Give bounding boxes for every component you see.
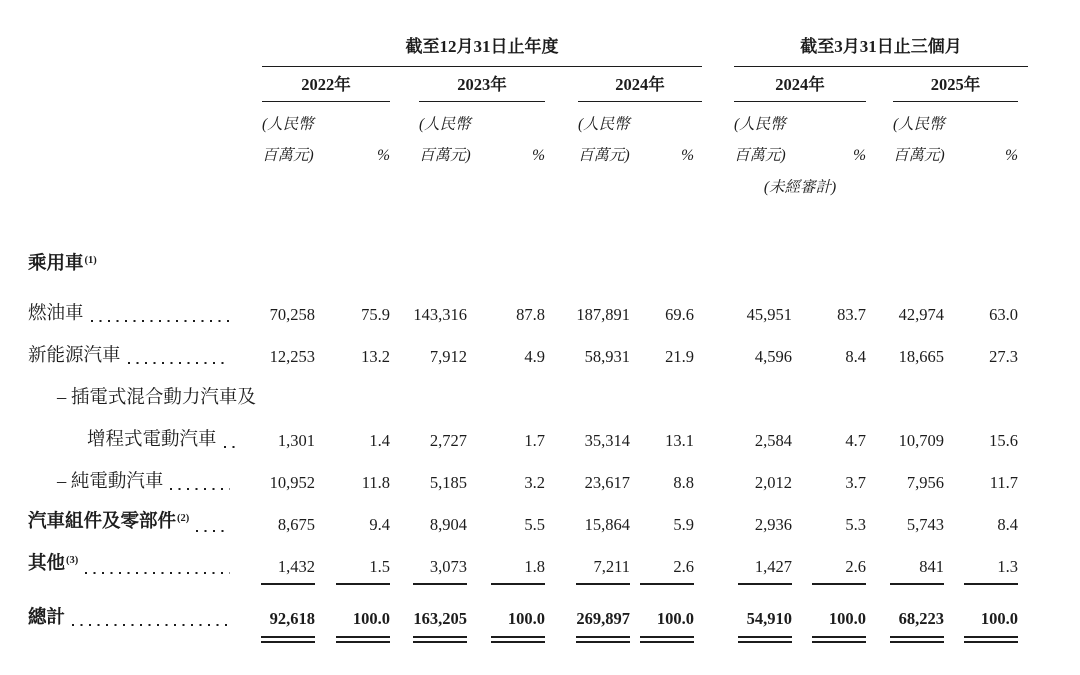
value-cell — [866, 347, 944, 375]
value-cell — [390, 431, 467, 459]
amount-value: 269,897 — [576, 609, 630, 643]
dot-leader — [170, 488, 230, 490]
row-bev — [28, 459, 1018, 501]
row-label — [28, 388, 256, 417]
year-header-row — [28, 75, 1018, 102]
row-auto-components — [28, 501, 1018, 543]
value-cell — [630, 431, 702, 459]
year-label-2022: 2022年 — [262, 75, 390, 102]
percent-value: 5.3 — [845, 515, 866, 534]
amount-value: 4,596 — [754, 347, 792, 366]
value-cell — [866, 557, 944, 585]
percent-value: 63.0 — [989, 305, 1018, 324]
value-cell — [315, 473, 390, 501]
row-others — [28, 543, 1018, 585]
value-cell — [232, 473, 315, 501]
row-label-text: 其他 — [28, 554, 66, 574]
row-label — [28, 346, 232, 375]
row-label — [28, 472, 232, 501]
percent-value: 1.4 — [369, 431, 390, 450]
amount-value: 10,709 — [898, 431, 944, 450]
value-cell — [232, 347, 315, 375]
value-cell — [232, 305, 315, 333]
percent-value: 100.0 — [640, 609, 694, 643]
percent-value: 8.4 — [845, 347, 866, 366]
percent-value: 1.8 — [491, 557, 545, 585]
unaudited-note-row — [28, 178, 1018, 197]
amount-value: 8,904 — [429, 515, 467, 534]
table-body — [28, 243, 1018, 643]
currency-unit-label: (人民幣 — [262, 116, 314, 133]
value-cell — [944, 431, 1018, 459]
percent-value: 13.1 — [665, 431, 694, 450]
value-cell — [315, 557, 390, 585]
dot-leader — [85, 572, 230, 574]
value-cell — [467, 347, 545, 375]
value-cell — [467, 431, 545, 459]
value-cell — [390, 515, 467, 543]
amount-value: 92,618 — [261, 609, 315, 643]
row-label-text: 燃油車 — [28, 304, 84, 324]
value-cell — [315, 609, 390, 643]
dot-leader — [128, 362, 230, 364]
amount-value: 23,617 — [584, 473, 630, 492]
amount-value: 45,951 — [746, 305, 792, 324]
amount-value: 143,316 — [413, 305, 467, 324]
percent-value: 8.8 — [673, 473, 694, 492]
period-group-title-annual: 截至12月31日止年度 — [262, 36, 702, 67]
value-cell — [545, 473, 630, 501]
period-header-row — [28, 36, 1018, 67]
value-cell — [792, 431, 866, 459]
row-label — [28, 554, 232, 585]
row-label-text: 汽車組件及零部件 — [28, 512, 177, 532]
percent-value: 69.6 — [665, 305, 694, 324]
percent-value: 9.4 — [369, 515, 390, 534]
value-cell — [630, 515, 702, 543]
value-cell — [792, 515, 866, 543]
value-cell — [944, 305, 1018, 333]
percent-label: % — [681, 147, 694, 164]
row-label-text: – 純電動汽車 — [57, 472, 164, 492]
percent-label: % — [377, 147, 390, 164]
percent-value: 21.9 — [665, 347, 694, 366]
value-cell — [315, 431, 390, 459]
row-total — [28, 585, 1018, 643]
value-cell — [734, 431, 792, 459]
value-cell — [232, 515, 315, 543]
amount-value: 163,205 — [413, 609, 467, 643]
percent-value: 8.4 — [997, 515, 1018, 534]
value-cell — [630, 473, 702, 501]
amount-value: 7,211 — [576, 557, 630, 585]
section-row-passenger-vehicles — [28, 243, 1018, 291]
percent-value: 13.2 — [361, 347, 390, 366]
value-cell — [792, 347, 866, 375]
amount-value: 18,665 — [898, 347, 944, 366]
percent-value: 1.7 — [524, 431, 545, 450]
value-cell — [944, 557, 1018, 585]
value-cell — [944, 473, 1018, 501]
percent-value: 87.8 — [516, 305, 545, 324]
dot-leader — [196, 530, 230, 532]
percent-value: 27.3 — [989, 347, 1018, 366]
value-cell — [232, 609, 315, 643]
value-cell — [545, 305, 630, 333]
value-cell — [866, 609, 944, 643]
amount-value: 2,936 — [754, 515, 792, 534]
value-cell — [734, 609, 792, 643]
amount-value: 8,675 — [277, 515, 315, 534]
amount-value: 35,314 — [584, 431, 630, 450]
value-cell — [467, 557, 545, 585]
dot-leader — [91, 320, 230, 322]
percent-value: 5.9 — [673, 515, 694, 534]
value-cell — [390, 305, 467, 333]
value-cell — [630, 347, 702, 375]
row-label — [28, 430, 232, 459]
percent-value: 75.9 — [361, 305, 390, 324]
value-cell — [866, 473, 944, 501]
value-cell — [467, 515, 545, 543]
row-label — [28, 512, 232, 543]
value-cell — [792, 473, 866, 501]
year-label-2024: 2024年 — [578, 75, 702, 102]
amount-value: 68,223 — [890, 609, 944, 643]
percent-label: % — [532, 147, 545, 164]
row-label-text: 新能源汽車 — [28, 346, 121, 366]
row-label-text: – 插電式混合動力汽車及 — [57, 388, 256, 408]
amount-value: 15,864 — [584, 515, 630, 534]
amount-value: 1,432 — [261, 557, 315, 585]
value-cell — [792, 557, 866, 585]
amount-value: 7,956 — [906, 473, 944, 492]
percent-value: 100.0 — [964, 609, 1018, 643]
amount-value: 70,258 — [269, 305, 315, 324]
value-cell — [390, 609, 467, 643]
amount-value: 42,974 — [898, 305, 944, 324]
value-cell — [390, 473, 467, 501]
value-cell — [792, 609, 866, 643]
currency-unit-label: (人民幣 — [419, 116, 471, 133]
row-fuel-vehicles — [28, 291, 1018, 333]
value-cell — [467, 609, 545, 643]
period-group-title-quarter: 截至3月31日止三個月 — [734, 36, 1028, 67]
amount-value: 5,185 — [429, 473, 467, 492]
percent-value: 2.6 — [640, 557, 694, 585]
dot-leader — [72, 624, 230, 626]
unaudited-note: (未經審計) — [763, 179, 837, 196]
row-label — [28, 304, 232, 333]
percent-label: % — [1005, 147, 1018, 164]
percent-value: 11.7 — [989, 473, 1018, 492]
percent-value: 11.8 — [361, 473, 390, 492]
currency-unit-label: 百萬元) — [893, 147, 945, 164]
unit-header-row-1 — [28, 115, 1018, 134]
amount-value: 2,584 — [754, 431, 792, 450]
currency-unit-label: (人民幣 — [734, 116, 786, 133]
value-cell — [944, 515, 1018, 543]
percent-value: 100.0 — [491, 609, 545, 643]
percent-value: 4.7 — [845, 431, 866, 450]
amount-value: 58,931 — [584, 347, 630, 366]
amount-value: 12,253 — [269, 347, 315, 366]
currency-unit-label: (人民幣 — [578, 116, 630, 133]
percent-value: 1.3 — [964, 557, 1018, 585]
value-cell — [467, 473, 545, 501]
value-cell — [944, 347, 1018, 375]
value-cell — [232, 431, 315, 459]
amount-value: 1,301 — [277, 431, 315, 450]
percent-value: 4.9 — [524, 347, 545, 366]
percent-value: 15.6 — [989, 431, 1018, 450]
value-cell — [545, 347, 630, 375]
value-cell — [734, 473, 792, 501]
row-label-text: 增程式電動汽車 — [87, 430, 217, 450]
value-cell — [467, 305, 545, 333]
value-cell — [734, 305, 792, 333]
value-cell — [630, 305, 702, 333]
value-cell — [315, 347, 390, 375]
value-cell — [792, 305, 866, 333]
value-cell — [944, 609, 1018, 643]
amount-value: 187,891 — [576, 305, 630, 324]
value-cell — [315, 515, 390, 543]
currency-unit-label: 百萬元) — [734, 147, 786, 164]
amount-value: 10,952 — [269, 473, 315, 492]
year-label-q1-2024: 2024年 — [734, 75, 866, 102]
percent-value: 2.6 — [812, 557, 866, 585]
percent-value: 3.2 — [524, 473, 545, 492]
amount-value: 2,012 — [754, 473, 792, 492]
amount-value: 2,727 — [429, 431, 467, 450]
footnote-marker: (1) — [84, 255, 97, 266]
row-phev-line2 — [28, 417, 1018, 459]
currency-unit-label: 百萬元) — [578, 147, 630, 164]
amount-value: 7,912 — [429, 347, 467, 366]
currency-unit-label: (人民幣 — [893, 116, 945, 133]
amount-value: 841 — [890, 557, 944, 585]
value-cell — [545, 609, 630, 643]
amount-value: 54,910 — [738, 609, 792, 643]
percent-value: 100.0 — [336, 609, 390, 643]
row-label — [28, 608, 232, 643]
value-cell — [545, 515, 630, 543]
value-cell — [734, 557, 792, 585]
value-cell — [734, 347, 792, 375]
row-label-text: 乘用車 — [28, 254, 84, 274]
value-cell — [866, 305, 944, 333]
row-label-text: 總計 — [28, 608, 66, 628]
percent-value: 1.5 — [336, 557, 390, 585]
value-cell — [630, 557, 702, 585]
row-phev-line1 — [28, 375, 1018, 417]
value-cell — [315, 305, 390, 333]
value-cell — [390, 347, 467, 375]
year-label-2023: 2023年 — [419, 75, 545, 102]
percent-value: 5.5 — [524, 515, 545, 534]
unit-header-row-2 — [28, 146, 1018, 165]
value-cell — [232, 557, 315, 585]
footnote-marker: (3) — [66, 555, 79, 566]
percent-value: 83.7 — [837, 305, 866, 324]
currency-unit-label: 百萬元) — [262, 147, 314, 164]
amount-value: 1,427 — [738, 557, 792, 585]
row-label — [28, 254, 232, 291]
percent-label: % — [853, 147, 866, 164]
value-cell — [545, 431, 630, 459]
footnote-marker: (2) — [177, 513, 190, 524]
value-cell — [390, 557, 467, 585]
value-cell — [866, 431, 944, 459]
value-cell — [866, 515, 944, 543]
amount-value: 3,073 — [413, 557, 467, 585]
percent-value: 100.0 — [812, 609, 866, 643]
currency-unit-label: 百萬元) — [419, 147, 471, 164]
year-label-q1-2025: 2025年 — [893, 75, 1018, 102]
amount-value: 5,743 — [906, 515, 944, 534]
value-cell — [734, 515, 792, 543]
value-cell — [630, 609, 702, 643]
percent-value: 3.7 — [845, 473, 866, 492]
row-new-energy-vehicles — [28, 333, 1018, 375]
value-cell — [545, 557, 630, 585]
